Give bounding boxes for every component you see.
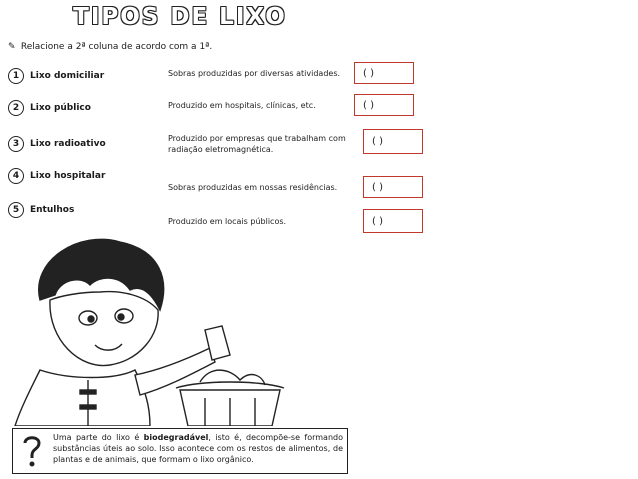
item-number: 2 [8, 100, 24, 116]
answer-box-text: ( ) [363, 99, 374, 111]
answer-box-text: ( ) [372, 136, 383, 147]
boy-throwing-trash-illustration [0, 230, 354, 426]
item-label: Lixo radioativo [30, 139, 106, 149]
description-5: Produzido em locais públicos. [168, 217, 287, 226]
item-label: Lixo hospitalar [30, 171, 106, 181]
description-3: Produzido por empresas que trabalham com radiação eletromagnética. [168, 134, 346, 154]
answer-box-3[interactable] [363, 129, 423, 154]
info-suffix: , isto é, decompõe-se formando substâncias úteis ao solo. Isso acontece com os restos de alimentos, de plantas e de animais, que formam o lixo orgânico. [53, 433, 344, 464]
info-text [53, 432, 343, 465]
answer-box-2[interactable] [354, 94, 414, 116]
info-prefix: Uma parte do lixo é [53, 433, 144, 442]
description-1: Sobras produzidas por diversas atividades. [168, 69, 341, 78]
item-number: 3 [8, 136, 24, 152]
instruction-text: Relacione a 2ª coluna de acordo com a 1ª. [20, 42, 213, 52]
item-3 [8, 136, 106, 152]
item-1 [8, 68, 104, 84]
item-label: Entulhos [30, 205, 75, 215]
answer-box-5[interactable] [363, 209, 423, 233]
answer-box-text: ( ) [372, 181, 383, 193]
answer-box-text: ( ) [372, 215, 383, 227]
item-5 [8, 202, 74, 218]
item-2 [8, 100, 91, 116]
item-number: 4 [8, 168, 24, 184]
item-number: 1 [8, 68, 24, 84]
pencil-icon: ✎ [8, 42, 16, 52]
item-label: Lixo domiciliar [30, 71, 105, 81]
info-bold: biodegradável [143, 433, 209, 442]
item-label: Lixo público [30, 103, 91, 113]
item-4 [8, 168, 105, 184]
page-title: TIPOS DE LIXO [73, 4, 287, 30]
info-box [12, 428, 348, 474]
instruction [8, 42, 212, 52]
question-mark-icon [17, 433, 47, 469]
item-number: 5 [8, 202, 24, 218]
description-2: Produzido em hospitais, clínicas, etc. [168, 101, 316, 110]
description-4: Sobras produzidas em nossas residências. [168, 183, 338, 192]
answer-box-1[interactable] [354, 62, 414, 84]
answer-box-text: ( ) [363, 67, 374, 79]
answer-box-4[interactable] [363, 176, 423, 198]
